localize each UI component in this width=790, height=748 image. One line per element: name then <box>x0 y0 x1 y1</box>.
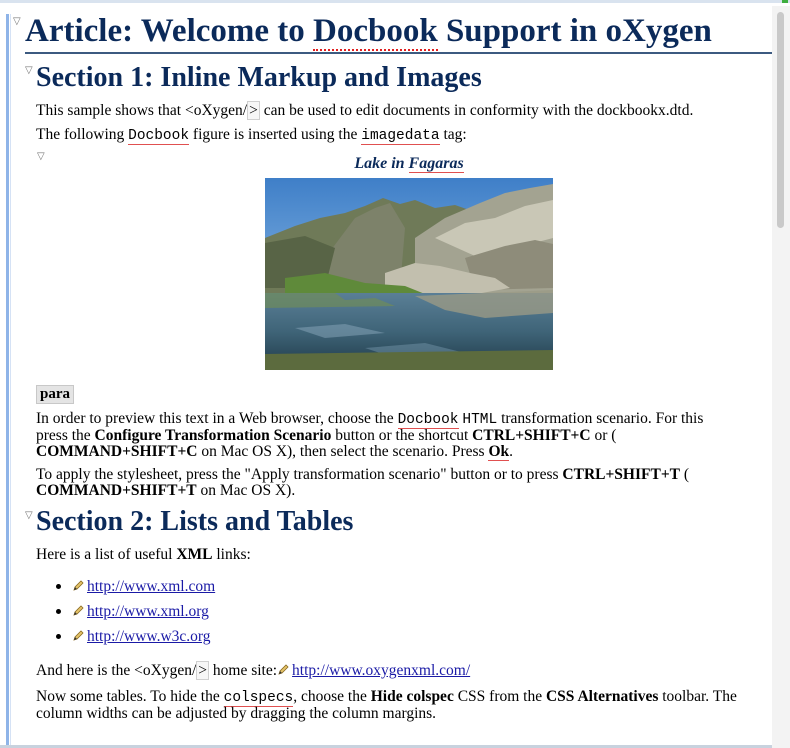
oxygen-tag: <oXygen/ <box>134 662 197 679</box>
text: And here is the <box>36 662 135 679</box>
text: press the <box>36 427 95 444</box>
xml-text: XML <box>176 546 213 563</box>
text: toolbar. The <box>658 688 737 705</box>
bullet <box>56 609 61 614</box>
link-oxygenxml[interactable]: http://www.oxygenxml.com/ <box>292 662 471 679</box>
fold-triangle-icon[interactable]: ▽ <box>25 65 33 76</box>
docbook-term: Docbook <box>128 128 190 144</box>
text: on Mac OS X). <box>196 482 296 499</box>
line <box>36 411 766 428</box>
colspecs-code: colspecs <box>223 690 294 706</box>
text: transformation scenario. For this <box>497 410 704 427</box>
fold-triangle-icon[interactable]: ▽ <box>13 16 21 27</box>
text: The following <box>36 126 129 143</box>
figure-caption <box>36 155 782 173</box>
text: column widths can be adjusted by dragging the column margins. <box>36 705 437 722</box>
text: home site: <box>209 662 278 679</box>
mac-shortcut-text: COMMAND+SHIFT+T <box>36 482 197 499</box>
section-1-para-1 <box>36 103 766 119</box>
text: links: <box>212 546 251 563</box>
list-item <box>56 628 215 653</box>
text: ( <box>680 466 690 483</box>
section-1-para-4 <box>36 467 766 499</box>
link-xml-org[interactable]: http://www.xml.org <box>87 603 209 620</box>
section-2-para-1 <box>36 547 766 563</box>
section-1-para-2 <box>36 127 766 144</box>
list-item <box>56 603 215 628</box>
text: on Mac OS X), then select the scenario. Press <box>197 443 489 460</box>
line <box>36 428 766 444</box>
article-title-docbook: Docbook <box>313 13 438 49</box>
link-wrapper <box>72 628 211 645</box>
text: figure is inserted using the <box>189 126 362 143</box>
section-2-para-3 <box>36 689 766 722</box>
fold-triangle-icon[interactable]: ▽ <box>37 151 45 162</box>
pencil-link-icon <box>72 629 85 642</box>
imagedata-code: imagedata <box>361 128 440 144</box>
ok-text: Ok <box>488 443 510 460</box>
text: or ( <box>590 427 617 444</box>
shortcut-text: CTRL+SHIFT+T <box>562 466 680 483</box>
document-status-indicator <box>782 0 788 3</box>
article-title-suffix: Support in oXygen <box>437 13 712 49</box>
css-alternatives-text: CSS Alternatives <box>545 688 659 705</box>
fold-triangle-icon[interactable]: ▽ <box>25 510 33 521</box>
vertical-scrollbar[interactable] <box>772 6 790 748</box>
pencil-link-icon <box>72 579 85 592</box>
text: , choose the <box>293 688 371 705</box>
section-2-para-2 <box>36 663 766 679</box>
shortcut-text: CTRL+SHIFT+C <box>472 427 591 444</box>
mac-shortcut-text: COMMAND+SHIFT+C <box>36 443 198 460</box>
scrollbar-thumb[interactable] <box>777 12 784 228</box>
article-title-text: Article: Welcome to <box>25 13 314 49</box>
html-code: HTML <box>462 412 498 428</box>
figure-caption-text: Lake in <box>354 155 409 172</box>
text: tag: <box>439 126 467 143</box>
text: To apply the stylesheet, press the "Apply transformation scenario" button or to press <box>36 466 563 483</box>
editor-top-border <box>0 0 790 3</box>
structure-gutter-inner <box>10 14 11 748</box>
text: This sample shows that <box>36 102 185 119</box>
line <box>36 444 766 460</box>
line <box>36 483 766 499</box>
text: can be used to edit documents in conformity with the dockbookx.dtd. <box>259 102 694 119</box>
text: Now some tables. To hide the <box>36 688 224 705</box>
section-1-heading: Section 1: Inline Markup and Images <box>36 62 482 93</box>
section-1-para-3 <box>36 411 766 460</box>
bullet <box>56 584 61 589</box>
para-element-tag[interactable]: para <box>36 385 74 404</box>
oxygen-tag: <oXygen/ <box>184 102 248 119</box>
link-wrapper <box>72 578 215 595</box>
line <box>36 689 766 706</box>
structure-gutter <box>6 14 9 748</box>
text: CSS from the <box>453 688 546 705</box>
text: In order to preview this text in a Web browser, choose the <box>36 410 398 427</box>
section-2-heading: Section 2: Lists and Tables <box>36 506 354 537</box>
pencil-link-icon <box>72 604 85 617</box>
docbook-code: Docbook <box>397 412 459 428</box>
links-list <box>56 578 215 653</box>
line <box>36 467 766 483</box>
text: Here is a list of useful <box>36 546 177 563</box>
link-w3c-org[interactable]: http://www.w3c.org <box>87 628 211 645</box>
text: . <box>509 443 514 460</box>
link-xml-com[interactable]: http://www.xml.com <box>87 578 216 595</box>
oxygen-tag-end: > <box>198 662 208 679</box>
article-title <box>25 10 773 54</box>
text: button or the shortcut <box>331 427 473 444</box>
hide-colspec-text: Hide colspec <box>370 688 454 705</box>
list-item <box>56 578 215 603</box>
configure-scenario-text: Configure Transformation Scenario <box>94 427 332 444</box>
figure-caption-place: Fagaras <box>408 155 464 172</box>
lake-photo[interactable] <box>265 178 553 370</box>
oxygen-tag-end: > <box>249 102 258 119</box>
line <box>36 706 766 722</box>
bullet <box>56 634 61 639</box>
link-wrapper <box>72 603 209 620</box>
lake-image <box>265 178 553 370</box>
pencil-link-icon <box>277 663 290 676</box>
